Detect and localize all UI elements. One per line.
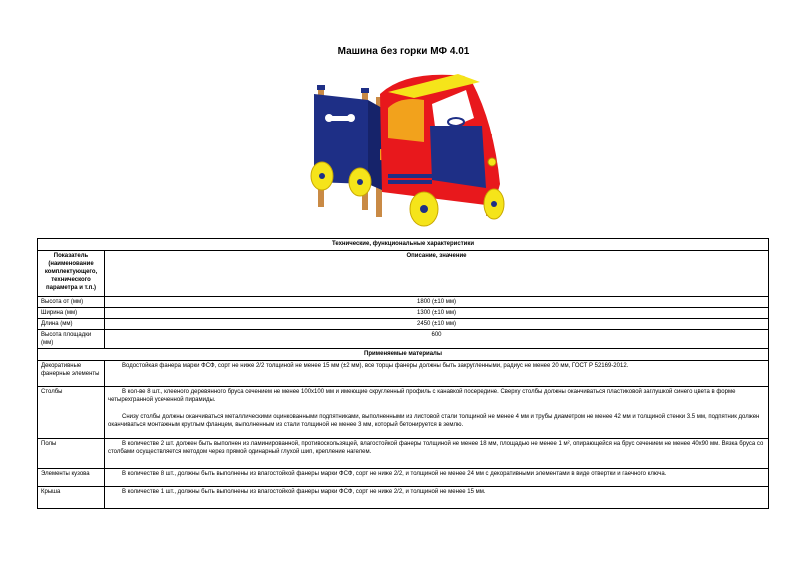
wheel-hub — [491, 201, 497, 207]
param-value: 1800 (±10 мм) — [105, 297, 769, 308]
post-cap — [361, 88, 369, 93]
table-row — [38, 387, 769, 439]
table-row — [38, 330, 769, 349]
material-text: Водостойкая фанера марки ФСФ, сорт не ниже 2/2 толщиной не менее 15 мм (±2 мм), все торцы фанеры должны быть закругленными, радиус не менее 20 мм, ГОСТ Р 52169-2012. — [122, 363, 629, 369]
material-text: В количестве 1 шт., должны быть выполнены из влагостойкой фанеры марки ФСФ, сорт не ниже 2/2, и толщиной не менее 15 мм. — [122, 489, 486, 495]
material-text: В количестве 2 шт. должен быть выполнен из ламинированной, противоскользящей, влагостойкой фанеры толщиной не менее 18 мм, площадью не менее 1 м², опирающейся на брус сечением не менее 40х90 мм. Вязка бруса со столбами осуществляется методом через прямой одинарный глухой шип, крепление нагелем. — [108, 441, 764, 455]
side-window — [388, 99, 424, 142]
param-name: Длина (мм) — [38, 319, 105, 330]
wheel-hub — [420, 205, 428, 213]
param-name: Ширина (мм) — [38, 308, 105, 319]
material-name: Крыша — [38, 487, 105, 509]
table-row — [38, 439, 769, 469]
param-name: Высота от (мм) — [38, 297, 105, 308]
grille — [388, 174, 432, 178]
wrench-end — [347, 114, 355, 122]
material-name: Декоративные фанерные элементы — [38, 361, 105, 387]
spec-table — [37, 238, 769, 509]
material-description — [105, 387, 769, 439]
grille — [388, 180, 432, 184]
material-name: Элементы кузова — [38, 469, 105, 487]
material-text: В кол-ве 8 шт., клееного деревянного бруса сечением не менее 100х100 мм и имеющие скругленный профиль с канавкой посередине. Сверху столбы должны оканчиваться пластиковой заглушкой синего цвета в форме четырехгранной усеченной пирамиды. — [108, 389, 736, 403]
wheel-hub — [319, 173, 325, 179]
playground-car-illustration — [296, 64, 508, 234]
material-name: Столбы — [38, 387, 105, 439]
material-description — [105, 487, 769, 509]
param-value: 2450 (±10 мм) — [105, 319, 769, 330]
table-row — [38, 319, 769, 330]
table-row — [38, 487, 769, 509]
col-header-parameter: Показатель (наименование комплектующего, технического параметра и т.п.) — [38, 251, 105, 297]
table-row — [38, 469, 769, 487]
table-row — [38, 308, 769, 319]
param-value: 600 — [105, 330, 769, 349]
material-name: Полы — [38, 439, 105, 469]
col-header-value: Описание, значение — [105, 251, 769, 297]
headlight — [488, 158, 496, 166]
material-description — [105, 361, 769, 387]
param-name: Высота площадки (мм) — [38, 330, 105, 349]
document-title: Машина без горки МФ 4.01 — [337, 46, 470, 57]
wheel-hub — [357, 179, 363, 185]
material-description — [105, 439, 769, 469]
material-description — [105, 469, 769, 487]
param-value: 1300 (±10 мм) — [105, 308, 769, 319]
wrench-end — [325, 114, 333, 122]
post-cap — [317, 85, 325, 90]
material-text: В количестве 8 шт., должны быть выполнены из влагостойкой фанеры марки ФСФ, сорт не ниже 2/2, и толщиной не менее 24 мм с декоративными элементами в виде отвертки и гаечного ключа. — [122, 471, 667, 477]
materials-section-title: Применяемые материалы — [38, 349, 769, 361]
table-row — [38, 361, 769, 387]
tech-section-title: Технические, функциональные характеристики — [38, 239, 769, 251]
material-text: Снизу столбы должны оканчиваться металлическими оцинкованными подпятниками, выполненными из листовой стали толщиной не менее 4 мм и трубы диаметром не менее 42 мм и толщиной стенки 3.5 мм, подпятник должен оканчиваться монтажным круглым фланцем, выполненным из стали толщиной не менее 3 мм, который бетонируется в землю. — [108, 414, 760, 428]
front-panel — [430, 126, 486, 188]
table-row — [38, 297, 769, 308]
